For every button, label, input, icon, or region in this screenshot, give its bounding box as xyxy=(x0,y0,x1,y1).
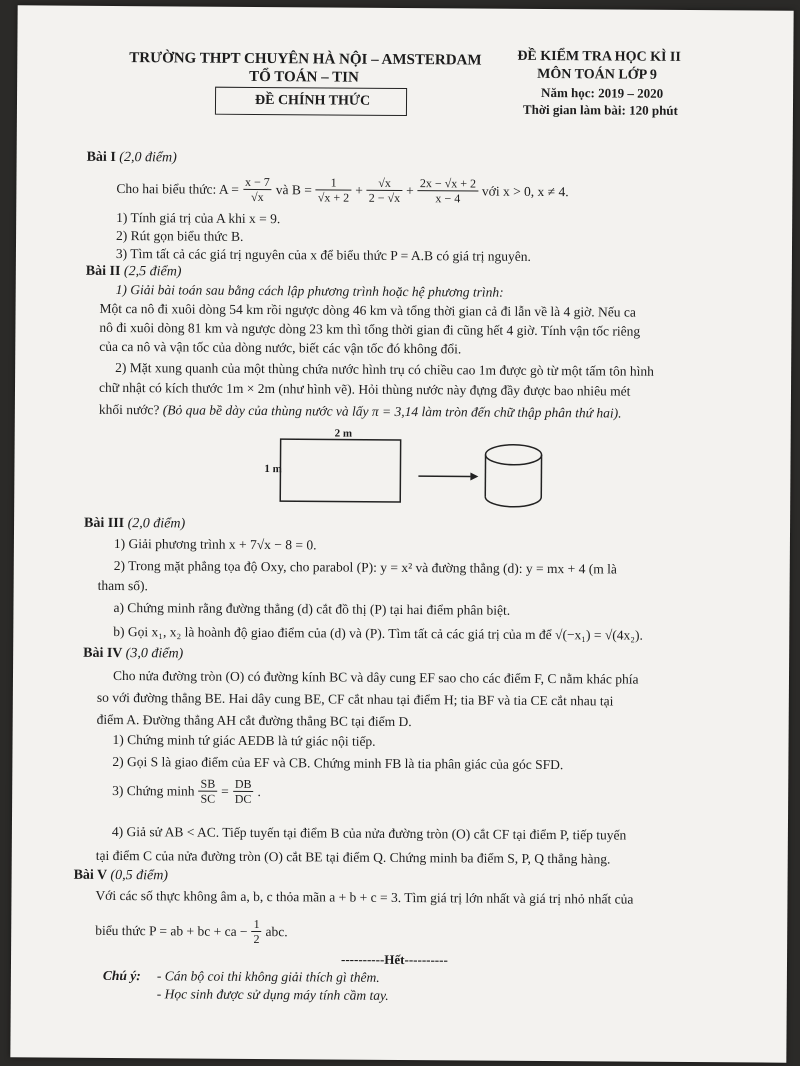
question-5-expr-end: abc. xyxy=(265,923,288,939)
figure-width-label: 2 m xyxy=(334,427,353,440)
section-1-heading xyxy=(87,150,177,167)
figure-height-label: 1 m xyxy=(264,463,282,476)
fraction-b2-den: 2 − √x xyxy=(368,190,401,205)
question-4-4-line2: tại điểm C của nửa đường tròn (O) cắt BE tại điểm Q. Chứng minh ba điểm S, P, Q thẳng hàng. xyxy=(95,847,611,867)
question-3-2-line1: 2) Trong mặt phẳng tọa độ Oxy, cho parabol (P): y = x² và đường thẳng (d): y = mx + 4 (m là xyxy=(113,557,617,577)
question-1-1: 1) Tính giá trị của A khi x = 9. xyxy=(116,209,281,227)
department: TỔ TOÁN – TIN xyxy=(249,68,359,86)
section-1-points: (2,0 điểm) xyxy=(119,150,177,166)
question-2-2-text: khối nước? xyxy=(98,401,160,418)
end-marker: ----------Hết---------- xyxy=(340,951,448,968)
question-2-2-line3 xyxy=(99,402,622,422)
question-2-1-head: 1) Giải bài toán sau bằng cách lập phương trình hoặc hệ phương trình: xyxy=(115,281,504,300)
section-4-points: (3,0 điểm) xyxy=(125,646,184,662)
fraction-b2 xyxy=(367,176,403,205)
fraction-a-den: √x xyxy=(250,189,264,205)
question-3-2b: b) Gọi x₁, x₂ là hoành độ giao điểm của (d) và (P). Tìm tất cả các giá trị của m để √(−x₁) = √(4x₂). xyxy=(113,623,643,643)
section-3-heading xyxy=(84,516,185,533)
note-2: - Học sinh được sử dụng máy tính cầm tay. xyxy=(156,986,389,1003)
question-3-1: 1) Giải phương trình x + 7√x − 8 = 0. xyxy=(113,535,317,553)
section-4-title: Bài IV xyxy=(83,645,123,662)
question-1-3: 3) Tìm tất cả các giá trị nguyên của x để biểu thức P = A.B có giá trị nguyên. xyxy=(115,245,531,264)
cylinder-bottom xyxy=(485,497,541,507)
question-4-intro-line2: so với đường thẳng BE. Hai dây cung BE, CF cắt nhau tại điểm H; tia BF và tia CE cắt nhau tại xyxy=(96,689,614,709)
plus-sign: + xyxy=(406,182,414,198)
ratio-dc: DC xyxy=(234,791,252,806)
question-4-3 xyxy=(112,776,261,806)
period: . xyxy=(257,783,261,799)
question-4-intro-line1: Cho nửa đường tròn (O) có đường kính BC và dây cung EF sao cho các điểm F, C nằm khác phía xyxy=(112,667,639,687)
question-4-4-line1: 4) Giả sử AB < AC. Tiếp tuyến tại điểm B của nửa đường tròn (O) cắt CF tại điểm P, tiếp tuyến xyxy=(111,823,627,843)
note-label: Chú ý: xyxy=(102,967,141,984)
question-5-line1: Với các số thực không âm a, b, c thỏa mãn a + b + c = 3. Tìm giá trị lớn nhất và giá trị nhỏ nhất của xyxy=(95,887,634,907)
question-2-1-line1: Một ca nô đi xuôi dòng 54 km rồi ngược dòng 46 km và tổng thời gian cả đi lẫn về là 4 giờ. Nếu ca xyxy=(99,300,636,320)
ratio-db: DB xyxy=(233,777,254,792)
fraction-half xyxy=(251,917,261,946)
fraction-a-num: x − 7 xyxy=(243,175,272,190)
exam-title: ĐỀ KIỂM TRA HỌC KÌ II xyxy=(517,48,681,65)
question-3-2-line2: tham số). xyxy=(97,577,148,594)
question-4-2: 2) Gọi S là giao điểm của EF và CB. Chứng minh FB là tia phân giác của góc SFD. xyxy=(112,753,564,773)
ratio-sb: SB xyxy=(199,777,218,792)
school-year: Năm học: 2019 – 2020 xyxy=(541,84,664,101)
question-4-1: 1) Chứng minh tứ giác AEDB là tứ giác nội tiếp. xyxy=(112,731,376,749)
time-limit: Thời gian làm bài: 120 phút xyxy=(522,101,678,118)
section-5-points: (0,5 điểm) xyxy=(110,867,169,884)
section-2-heading xyxy=(86,264,182,281)
section-4-heading xyxy=(83,646,183,663)
fraction-b1-den: √x + 2 xyxy=(317,190,350,205)
fraction-b3-den: x − 4 xyxy=(435,191,461,206)
section-5-title: Bài V xyxy=(73,867,108,883)
expr-intro: Cho hai biểu thức: A = xyxy=(116,180,240,197)
subject: MÔN TOÁN LỚP 9 xyxy=(537,66,657,83)
question-2-2-line1: 2) Mặt xung quanh của một thùng chứa nước hình trụ có chiều cao 1m được gò từ một tấm tôn hình xyxy=(115,359,655,379)
question-2-2-line2: chữ nhật có kích thước 1m × 2m (như hình vẽ). Hỏi thùng nước này đựng đầy được bao nhiêu mét xyxy=(98,379,631,399)
question-1-2: 2) Rút gọn biểu thức B. xyxy=(116,227,244,244)
arrow-head-icon xyxy=(470,472,478,480)
section-1-expressions xyxy=(116,174,568,206)
school-name: TRƯỜNG THPT CHUYÊN HÀ NỘI – AMSTERDAM xyxy=(129,50,482,69)
section-3-title: Bài III xyxy=(84,515,125,532)
plus-sign: + xyxy=(355,182,363,198)
official-label: ĐỀ CHÍNH THỨC xyxy=(254,92,371,109)
note-1: - Cán bộ coi thi không giải thích gì thêm. xyxy=(156,968,380,985)
fraction-b1-num: 1 xyxy=(316,175,351,190)
ratio-db-dc xyxy=(233,777,254,806)
section-2-points: (2,5 điểm) xyxy=(123,264,182,280)
fraction-b3-num: 2x − √x + 2 xyxy=(418,176,478,191)
question-4-3-text: 3) Chứng minh xyxy=(112,782,195,799)
question-2-1-line3: của ca nô và vận tốc của dòng nước, biết các vận tốc đó không đổi. xyxy=(99,338,462,357)
question-4-intro-line3: điểm A. Đường thẳng AH cắt đường thẳng BC tại điểm D. xyxy=(96,711,412,730)
question-2-1-line2: nô đi xuôi dòng 81 km và ngược dòng 23 km thì tổng thời gian đi cũng hết 4 giờ. Tính vận tốc riêng xyxy=(99,319,641,339)
section-2-title: Bài II xyxy=(85,263,121,280)
fraction-b3 xyxy=(418,176,478,205)
question-2-2-note: (Bỏ qua bề dày của thùng nước và lấy π = 3,14 làm tròn đến chữ thập phân thứ hai). xyxy=(162,402,622,421)
fraction-b2-num: √x xyxy=(367,176,402,191)
section-3-points: (2,0 điểm) xyxy=(127,516,186,532)
fraction-a xyxy=(243,175,272,204)
fraction-half-den: 2 xyxy=(253,931,260,947)
sheet-rectangle xyxy=(280,439,400,502)
ratio-sb-sc xyxy=(198,777,217,806)
equals-sign: = xyxy=(221,783,229,799)
question-3-2a: a) Chứng minh rằng đường thẳng (d) cắt đồ thị (P) tại hai điểm phân biệt. xyxy=(113,599,511,618)
rectangle-to-cylinder-figure xyxy=(278,437,548,511)
section-1-title: Bài I xyxy=(86,149,116,165)
fraction-b1 xyxy=(316,175,352,204)
expr-and-b: và B = xyxy=(275,181,312,197)
fraction-half-num: 1 xyxy=(252,917,262,932)
cylinder-top xyxy=(485,445,541,465)
ratio-sc: SC xyxy=(200,791,216,806)
exam-paper xyxy=(10,5,793,1062)
section-5-heading xyxy=(74,868,169,885)
condition: với x > 0, x ≠ 4. xyxy=(481,183,569,199)
question-5-line2 xyxy=(95,916,288,946)
question-5-expr: biểu thức P = ab + bc + ca − xyxy=(95,922,248,939)
